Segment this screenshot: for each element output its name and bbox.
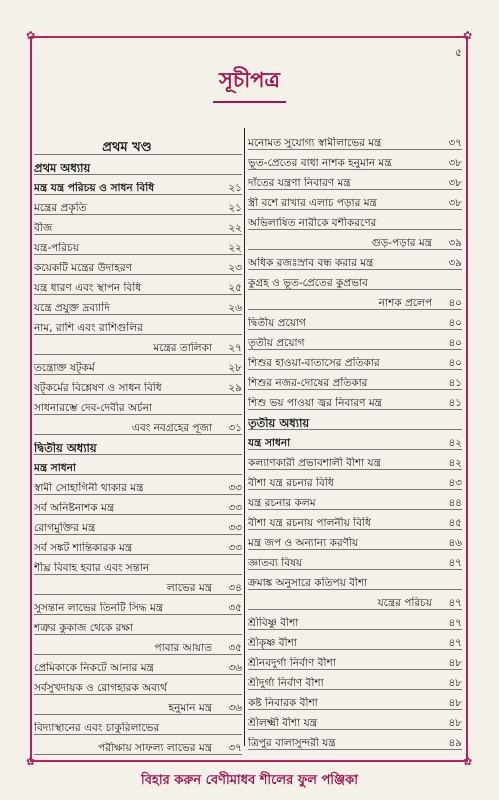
toc-entry-page: ৩৭: [228, 742, 242, 754]
toc-entry-page: ২৮: [228, 362, 242, 374]
toc-entry-title: বীশা যন্ত্র রচনার বিধি: [248, 477, 334, 489]
toc-entry-page: ৪৫: [448, 517, 462, 529]
toc-entry-title: জ্ঞাতব্য বিষয়: [248, 557, 303, 569]
toc-entry: [248, 370, 462, 390]
toc-entry-page: ৩৪: [228, 582, 242, 594]
toc-entry-title: দ্বিতীয় অধ্যায়: [34, 442, 97, 454]
toc-entry-title: মন্ত্র যন্ত্র পরিচয় ও সাধন বিধি: [34, 182, 155, 194]
corner-ornament-icon: ✿: [463, 755, 473, 768]
toc-entry-page: ৩৮: [448, 177, 462, 189]
toc-entry: [34, 295, 242, 315]
toc-entry-title: অভিলাষিত নারীকে বশীকরণের: [248, 217, 377, 229]
toc-entry: [34, 495, 242, 515]
toc-entry-title: শিশুর নজর-দোষের প্রতিকার: [248, 377, 368, 389]
toc-entry-title: স্ত্রী বশে রাখার এলাচ পড়ার মন্ত্র: [248, 197, 377, 209]
toc-entry: [34, 335, 242, 355]
toc-entry: [34, 695, 242, 715]
toc-entry-title: শীঘ্র বিবাহ হবার এবং সন্তান: [34, 562, 150, 574]
toc-entry-page: ২৯: [228, 382, 242, 394]
toc-entry-page: ২৫: [228, 282, 242, 294]
toc-entry-title: পরীক্ষায় সাফল্য লাভের মন্ত্র: [98, 742, 212, 754]
corner-ornament-icon: ✿: [26, 29, 36, 42]
toc-entry-page: ৪৩: [448, 477, 462, 489]
toc-entry-title: ক্রমাঙ্ক অনুসারে কতিপয় বীশা: [248, 577, 368, 589]
toc-entry-page: ৩৩: [228, 482, 242, 494]
toc-entry: [34, 235, 242, 255]
toc-entry-title: শত্রুর কুকাজ থেকে রক্ষা: [34, 622, 133, 634]
toc-entry: [34, 175, 242, 195]
toc-entry-title: রোগমুক্তির মন্ত্র: [34, 522, 96, 534]
toc-entry-page: ৩৬: [228, 702, 242, 714]
toc-entry: [34, 395, 242, 415]
toc-entry: [34, 455, 242, 475]
toc-entry: [34, 615, 242, 635]
toc-entry: [34, 595, 242, 615]
toc-entry: [248, 190, 462, 210]
toc-entry-title: তৃতীয় প্রয়োগ: [248, 337, 305, 349]
toc-entry: [248, 250, 462, 270]
toc-entry: [34, 215, 242, 235]
toc-entry: [34, 575, 242, 595]
toc-entry-title: ত্রিপুর বালাসুন্দরী যন্ত্র: [248, 737, 336, 749]
toc-entry-title: কয়েকটি মন্ত্রের উদাহরণ: [34, 262, 132, 274]
toc-entry-page: ৪৪: [448, 497, 462, 509]
toc-entry: [248, 530, 462, 550]
toc-entry-title: প্রেমিকাকে নিকটে আনার মন্ত্র: [34, 662, 154, 674]
toc-entry-title: শ্রীদুর্গা নির্বাণ বীশা: [248, 677, 324, 689]
toc-entry-title: সর্ব সঙ্কট শান্তিকারক মন্ত্র: [34, 542, 133, 554]
toc-entry-title: শিশু ভয় পাওয়া জ্বর নিবারণ মন্ত্র: [248, 397, 382, 409]
toc-entry-title: মন্ত্রের প্রকৃতি: [34, 202, 87, 214]
toc-right-column: [248, 130, 462, 750]
toc-entry-title: সর্বসুখদায়ক ও রোগহারক অব্যর্থ: [34, 682, 167, 694]
toc-entry-page: ৩৫: [228, 602, 242, 614]
toc-entry: [248, 170, 462, 190]
toc-entry: [248, 210, 462, 230]
toc-entry-page: ৪৬: [448, 537, 462, 549]
toc-entry-title: প্রথম খণ্ড: [102, 142, 152, 154]
toc-left-column: [34, 130, 242, 755]
corner-ornament-icon: ✿: [26, 755, 36, 768]
toc-entry-title: যন্ত্র-পরিচয়: [34, 242, 79, 254]
toc-entry-page: ৩৮: [448, 197, 462, 209]
toc-entry-title: বীশা যন্ত্র রচনায় পালনীয় বিধি: [248, 517, 371, 529]
toc-entry: [248, 290, 462, 310]
toc-entry-title: নাম, রাশি এবং রাশিগুলির: [34, 322, 143, 334]
toc-entry-title: শ্রীকৃষ্ণ বীশা: [248, 637, 297, 649]
toc-entry: [248, 590, 462, 610]
toc-entry-title: দাঁতের যন্ত্রণা নিবারণ মন্ত্র: [248, 177, 351, 189]
toc-entry: [248, 430, 462, 450]
toc-entry-title: কুগ্রহ ও ভূত-প্রেতের কুপ্রভাব: [248, 277, 368, 289]
toc-entry-title: যন্ত্র ধারণ এবং স্থাপন বিধি: [34, 282, 142, 294]
toc-entry: [34, 375, 242, 395]
toc-entry-title: স্বামী সোহাগিনী থাকার মন্ত্র: [34, 482, 144, 494]
toc-entry-page: ৩৩: [228, 502, 242, 514]
toc-entry-page: ২৭: [228, 342, 242, 354]
toc-entry-page: ৪৮: [448, 697, 462, 709]
toc-entry-title: কল্যাণকারী প্রভাবশালী বীশা যন্ত্র: [248, 457, 381, 469]
toc-entry-page: ৪৯: [448, 737, 462, 749]
toc-entry-page: ২১: [228, 202, 242, 214]
toc-entry-title: যন্ত্র রচনার কলম: [248, 497, 316, 509]
toc-entry-page: ৩৬: [228, 662, 242, 674]
toc-entry-title: মন্ত্রের তালিকা: [153, 342, 212, 354]
toc-entry: [34, 735, 242, 755]
toc-entry-page: ৩৮: [448, 157, 462, 169]
toc-entry-title: তৃতীয় অধ্যায়: [248, 417, 310, 429]
toc-entry-page: ৪৭: [448, 597, 462, 609]
toc-entry-title: কষ্ট নিবারক বীশা: [248, 697, 318, 709]
toc-entry: [248, 630, 462, 650]
toc-entry: [34, 635, 242, 655]
toc-entry-title: মন্ত্র সাধনা: [34, 462, 76, 474]
toc-entry: [248, 650, 462, 670]
toc-entry: [248, 570, 462, 590]
toc-entry: [34, 435, 242, 455]
toc-entry: [34, 155, 242, 175]
toc-entry: [248, 670, 462, 690]
toc-entry: [248, 470, 462, 490]
toc-entry-page: ৪৭: [448, 617, 462, 629]
toc-entry-title: পাবার আয়াত: [154, 642, 212, 654]
toc-entry-title: অধিক রজঃস্রাব বন্ধ করার মন্ত্র: [248, 257, 374, 269]
toc-entry-page: ৪০: [448, 317, 462, 329]
toc-entry-page: ৩৩: [228, 522, 242, 534]
toc-entry-title: দ্বিতীয় প্রয়োগ: [248, 317, 306, 329]
toc-entry: [34, 555, 242, 575]
toc-entry-title: যন্ত্র সাধনা: [248, 437, 291, 449]
toc-entry-title: শিশুর হাওয়া-বাতাসের প্রতিকার: [248, 357, 380, 369]
toc-entry-page: ৩৯: [448, 237, 462, 249]
toc-entry-page: ২১: [228, 182, 242, 194]
toc-entry-page: ৩৭: [448, 137, 462, 149]
toc-entry-title: যন্ত্রের পরিচয়: [377, 597, 432, 609]
toc-entry: [34, 255, 242, 275]
toc-entry-title: শ্রীলক্ষ্মী বীশা যন্ত্র: [248, 717, 317, 729]
toc-entry-title: যন্ত্রে প্রযুক্ত দ্রব্যাদি: [34, 302, 110, 314]
toc-entry: [248, 550, 462, 570]
toc-entry: [34, 535, 242, 555]
toc-entry: [34, 655, 242, 675]
toc-entry: [34, 415, 242, 435]
toc-entry-page: ৪৭: [448, 637, 462, 649]
toc-entry-page: ৪১: [448, 397, 462, 409]
toc-entry: [248, 310, 462, 330]
corner-ornament-icon: ✿: [463, 29, 473, 42]
toc-entry: [34, 715, 242, 735]
toc-entry: [248, 130, 462, 150]
toc-entry-page: ৪০: [448, 337, 462, 349]
toc-entry-page: ৪০: [448, 357, 462, 369]
toc-entry-page: ২২: [228, 242, 242, 254]
page-number: ৫: [454, 46, 462, 59]
toc-entry-page: ২৬: [228, 302, 242, 314]
toc-entry: [248, 690, 462, 710]
toc-entry-title: বীজ: [34, 222, 53, 234]
toc-entry-page: ৪৮: [448, 677, 462, 689]
toc-entry-title: ষট্‌কর্মের বিশ্লেষণ ও সাধন বিধি: [34, 382, 162, 394]
toc-entry-title: শ্রীবিষ্ণু বীশা: [248, 617, 299, 629]
toc-entry-page: ৩৯: [448, 257, 462, 269]
toc-entry: [34, 675, 242, 695]
toc-entry: [248, 610, 462, 630]
toc-entry-title: হনুমান মন্ত্র: [168, 702, 212, 714]
toc-entry: [248, 150, 462, 170]
title-area: [0, 64, 499, 103]
toc-entry-page: ৩৫: [228, 642, 242, 654]
toc-entry: [248, 350, 462, 370]
footer-ad: বিহার করুন বেণীমাধব শীলের ফুল পঞ্জিকা: [141, 773, 358, 788]
toc-entry-title: মন্ত্র জপ ও অন্যান্য করণীয়: [248, 537, 359, 549]
toc-entry: [34, 130, 242, 155]
toc-entry: [34, 315, 242, 335]
toc-entry: [34, 475, 242, 495]
toc-entry-title: নাশক প্রলেপ: [378, 297, 432, 309]
toc-entry: [248, 450, 462, 470]
toc-entry: [34, 195, 242, 215]
toc-entry: [34, 275, 242, 295]
toc-entry: [248, 390, 462, 410]
toc-entry-title: শ্রীনবদুর্গা নির্বাণ বীশা: [248, 657, 336, 669]
toc-entry-title: সর্ব অনিষ্টনাশক মন্ত্র: [34, 502, 115, 514]
toc-entry: [248, 270, 462, 290]
toc-entry: [34, 515, 242, 535]
toc-entry-title: সুসন্তান লাভের তিনটি সিদ্ধ মন্ত্র: [34, 602, 164, 614]
toc-entry: [248, 230, 462, 250]
toc-entry-page: ৪৭: [448, 557, 462, 569]
toc-entry: [248, 730, 462, 750]
toc-entry-title: তন্ত্রোক্ত ষট্‌কর্ম: [34, 362, 95, 374]
column-divider: [244, 128, 245, 746]
toc-entry-page: ৩১: [228, 422, 242, 434]
toc-entry-title: মনোমত সুযোগ্য স্বামীলাভের মন্ত্র: [248, 137, 382, 149]
toc-entry-page: ৪১: [448, 377, 462, 389]
toc-entry-title: লাভের মন্ত্র: [166, 582, 212, 594]
toc-entry-page: ৪২: [448, 457, 462, 469]
toc-entry: [34, 355, 242, 375]
toc-entry-title: প্রথম অধ্যায়: [34, 162, 91, 174]
toc-entry-page: ৪৮: [448, 657, 462, 669]
toc-entry-title: এবং নবগ্রহের পূজা: [131, 422, 212, 434]
toc-entry-page: ৪২: [448, 437, 462, 449]
toc-entry-page: ২২: [228, 222, 242, 234]
toc-entry-page: ৪০: [448, 297, 462, 309]
toc-entry-page: ২৩: [228, 262, 242, 274]
toc-entry-title: গুড়-পড়ার মন্ত্র: [371, 237, 432, 249]
toc-entry-title: সাধনারম্ভে দেব-দেবীর অর্চনা: [34, 402, 153, 414]
toc-entry: [248, 490, 462, 510]
toc-entry: [248, 330, 462, 350]
toc-entry-title: ভূত-প্রেতের বাধা নাশক হনুমান মন্ত্র: [248, 157, 392, 169]
toc-entry-title: বিদ্যাস্থানের এবং চাকুরিলাভের: [34, 722, 160, 734]
toc-entry: [248, 510, 462, 530]
toc-entry: [248, 410, 462, 430]
toc-entry-page: ৪৮: [448, 717, 462, 729]
toc-entry-page: ৩৩: [228, 542, 242, 554]
toc-entry: [248, 710, 462, 730]
page-title: সূচীপত্র: [213, 64, 286, 103]
